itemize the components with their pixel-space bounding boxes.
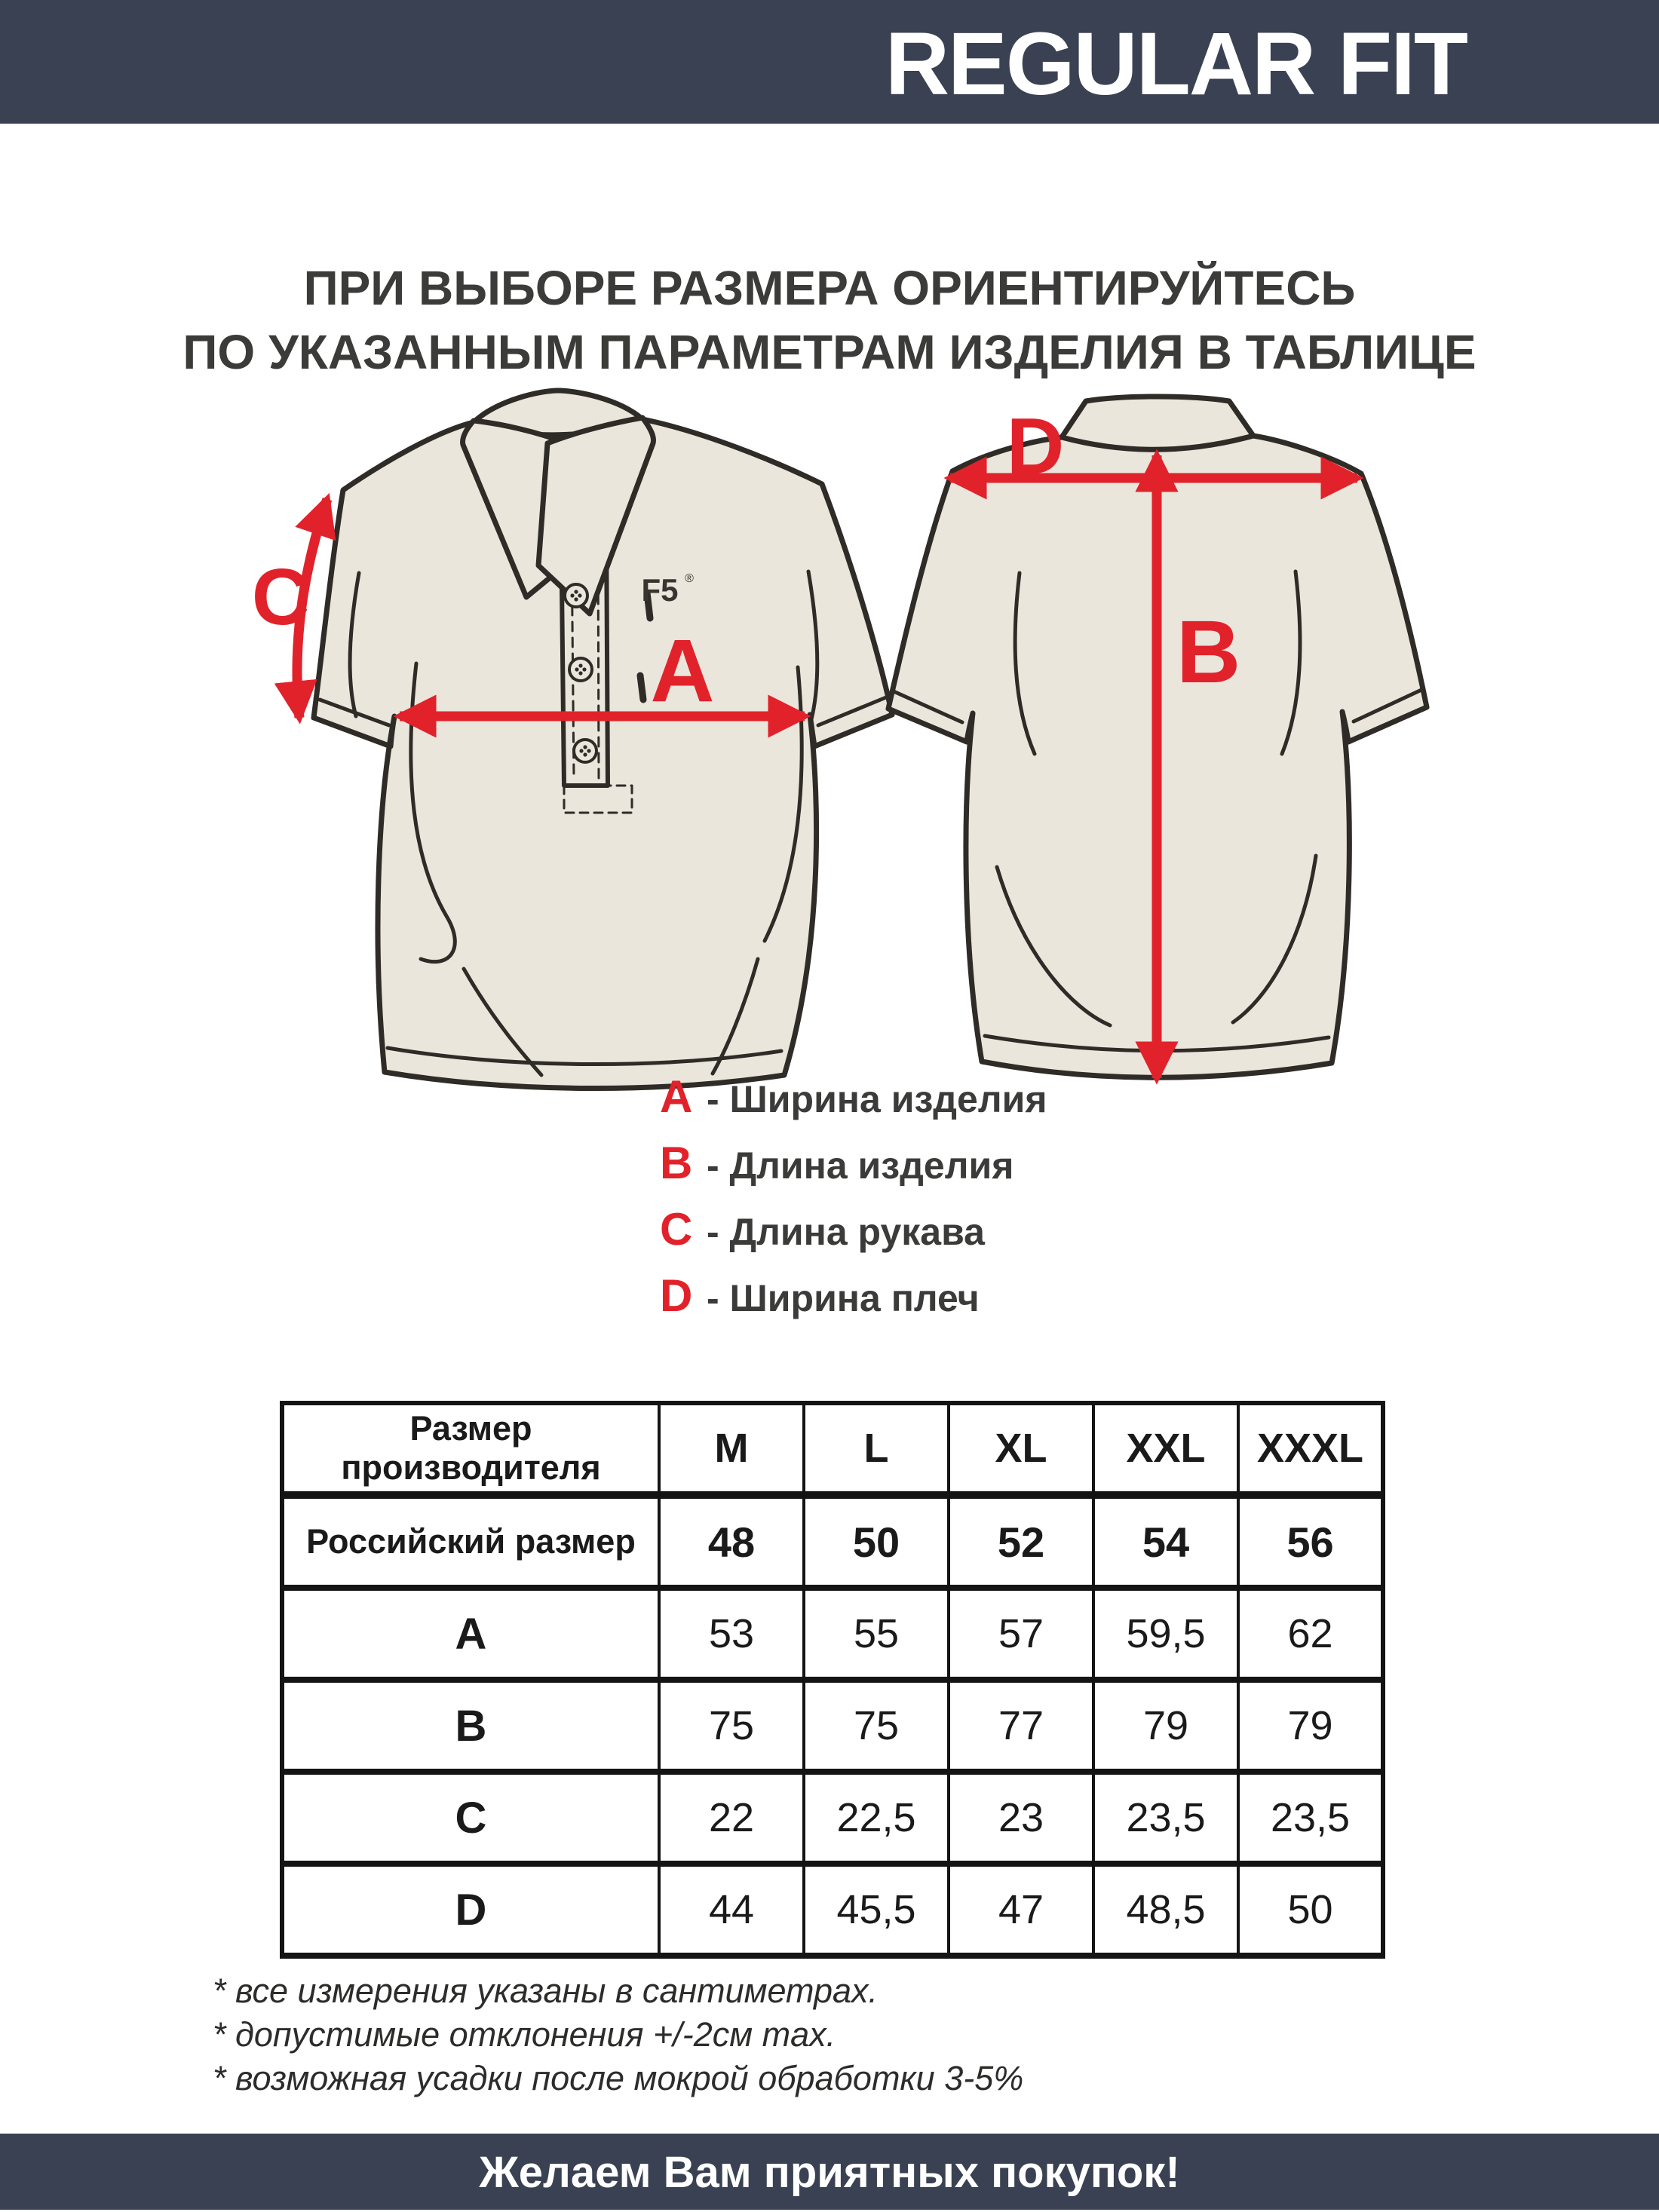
table-cell: 23,5 [1093, 1772, 1238, 1864]
footnote-line: * все измерения указаны в сантиметрах. [213, 1971, 879, 2010]
legend-item-B [660, 1137, 1047, 1203]
measurement-legend [660, 1071, 1047, 1336]
label-a: A [650, 621, 715, 721]
table-row [282, 1403, 1383, 1495]
row-label: C [282, 1772, 659, 1864]
brand-logo: F5 [641, 572, 679, 608]
legend-label: - Ширина плеч [707, 1277, 980, 1319]
table-cell: 48,5 [1093, 1864, 1238, 1956]
table-cell: 54 [1093, 1495, 1238, 1588]
table-cell: 45,5 [804, 1864, 949, 1956]
table-cell: XXXL [1238, 1403, 1383, 1495]
legend-item-A [660, 1071, 1047, 1137]
label-d: D [1006, 402, 1065, 491]
table-row [282, 1588, 1383, 1680]
brand-logo-reg: ® [685, 572, 694, 585]
table-cell: XL [949, 1403, 1093, 1495]
table-cell: 22 [659, 1772, 804, 1864]
table-row [282, 1680, 1383, 1772]
legend-label: - Длина рукава [707, 1211, 985, 1253]
table-cell: 56 [1238, 1495, 1383, 1588]
table-cell: 57 [949, 1588, 1093, 1680]
table-cell: 52 [949, 1495, 1093, 1588]
table-cell: 23 [949, 1772, 1093, 1864]
label-b: B [1176, 602, 1241, 702]
table-cell: 75 [804, 1680, 949, 1772]
footnote-line: * возможная усадки после мокрой обработки 3-5% [213, 2059, 1024, 2098]
label-c: C [251, 553, 310, 642]
table-cell: M [659, 1403, 804, 1495]
legend-label: - Ширина изделия [707, 1078, 1047, 1120]
row-label: Размер производителя [282, 1403, 659, 1495]
legend-key: C [660, 1204, 693, 1255]
intro-line-2: ПО УКАЗАННЫМ ПАРАМЕТРАМ ИЗДЕЛИЯ В ТАБЛИЦЕ [182, 325, 1477, 380]
row-label: A [282, 1588, 659, 1680]
table-cell: 53 [659, 1588, 804, 1680]
front-shirt [314, 391, 892, 1089]
table-cell: 22,5 [804, 1772, 949, 1864]
buttonhole-tick-2 [640, 676, 643, 700]
page-title: REGULAR FIT [885, 14, 1467, 114]
footnotes [213, 1969, 1023, 2100]
legend-key: D [660, 1270, 693, 1321]
table-cell: 55 [804, 1588, 949, 1680]
back-collar-band [1062, 397, 1253, 449]
table-cell: 79 [1093, 1680, 1238, 1772]
table-row [282, 1495, 1383, 1588]
table-cell: 79 [1238, 1680, 1383, 1772]
footnote-line: * допустимые отклонения +/-2см max. [213, 2015, 836, 2054]
table-row [282, 1772, 1383, 1864]
row-label: D [282, 1864, 659, 1956]
legend-key: A [660, 1071, 693, 1122]
table-cell: 62 [1238, 1588, 1383, 1680]
table-cell: 50 [1238, 1864, 1383, 1956]
row-label: B [282, 1680, 659, 1772]
size-table [280, 1401, 1385, 1959]
table-cell: 44 [659, 1864, 804, 1956]
table-cell: L [804, 1403, 949, 1495]
table-cell: 75 [659, 1680, 804, 1772]
legend-item-C [660, 1203, 1047, 1270]
footer-bar [0, 2134, 1659, 2210]
table-cell: 23,5 [1238, 1772, 1383, 1864]
footer-message: Желаем Вам приятных покупок! [479, 2148, 1180, 2197]
legend-item-D [660, 1270, 1047, 1336]
row-label: Российский размер [282, 1495, 659, 1588]
intro-line-1: ПРИ ВЫБОРЕ РАЗМЕРА ОРИЕНТИРУЙТЕСЬ [303, 261, 1356, 315]
table-cell: 59,5 [1093, 1588, 1238, 1680]
legend-label: - Длина изделия [707, 1144, 1014, 1187]
table-cell: 48 [659, 1495, 804, 1588]
table-cell: 50 [804, 1495, 949, 1588]
table-cell: 47 [949, 1864, 1093, 1956]
table-cell: 77 [949, 1680, 1093, 1772]
table-cell: XXL [1093, 1403, 1238, 1495]
table-row [282, 1864, 1383, 1956]
legend-key: B [660, 1138, 693, 1188]
